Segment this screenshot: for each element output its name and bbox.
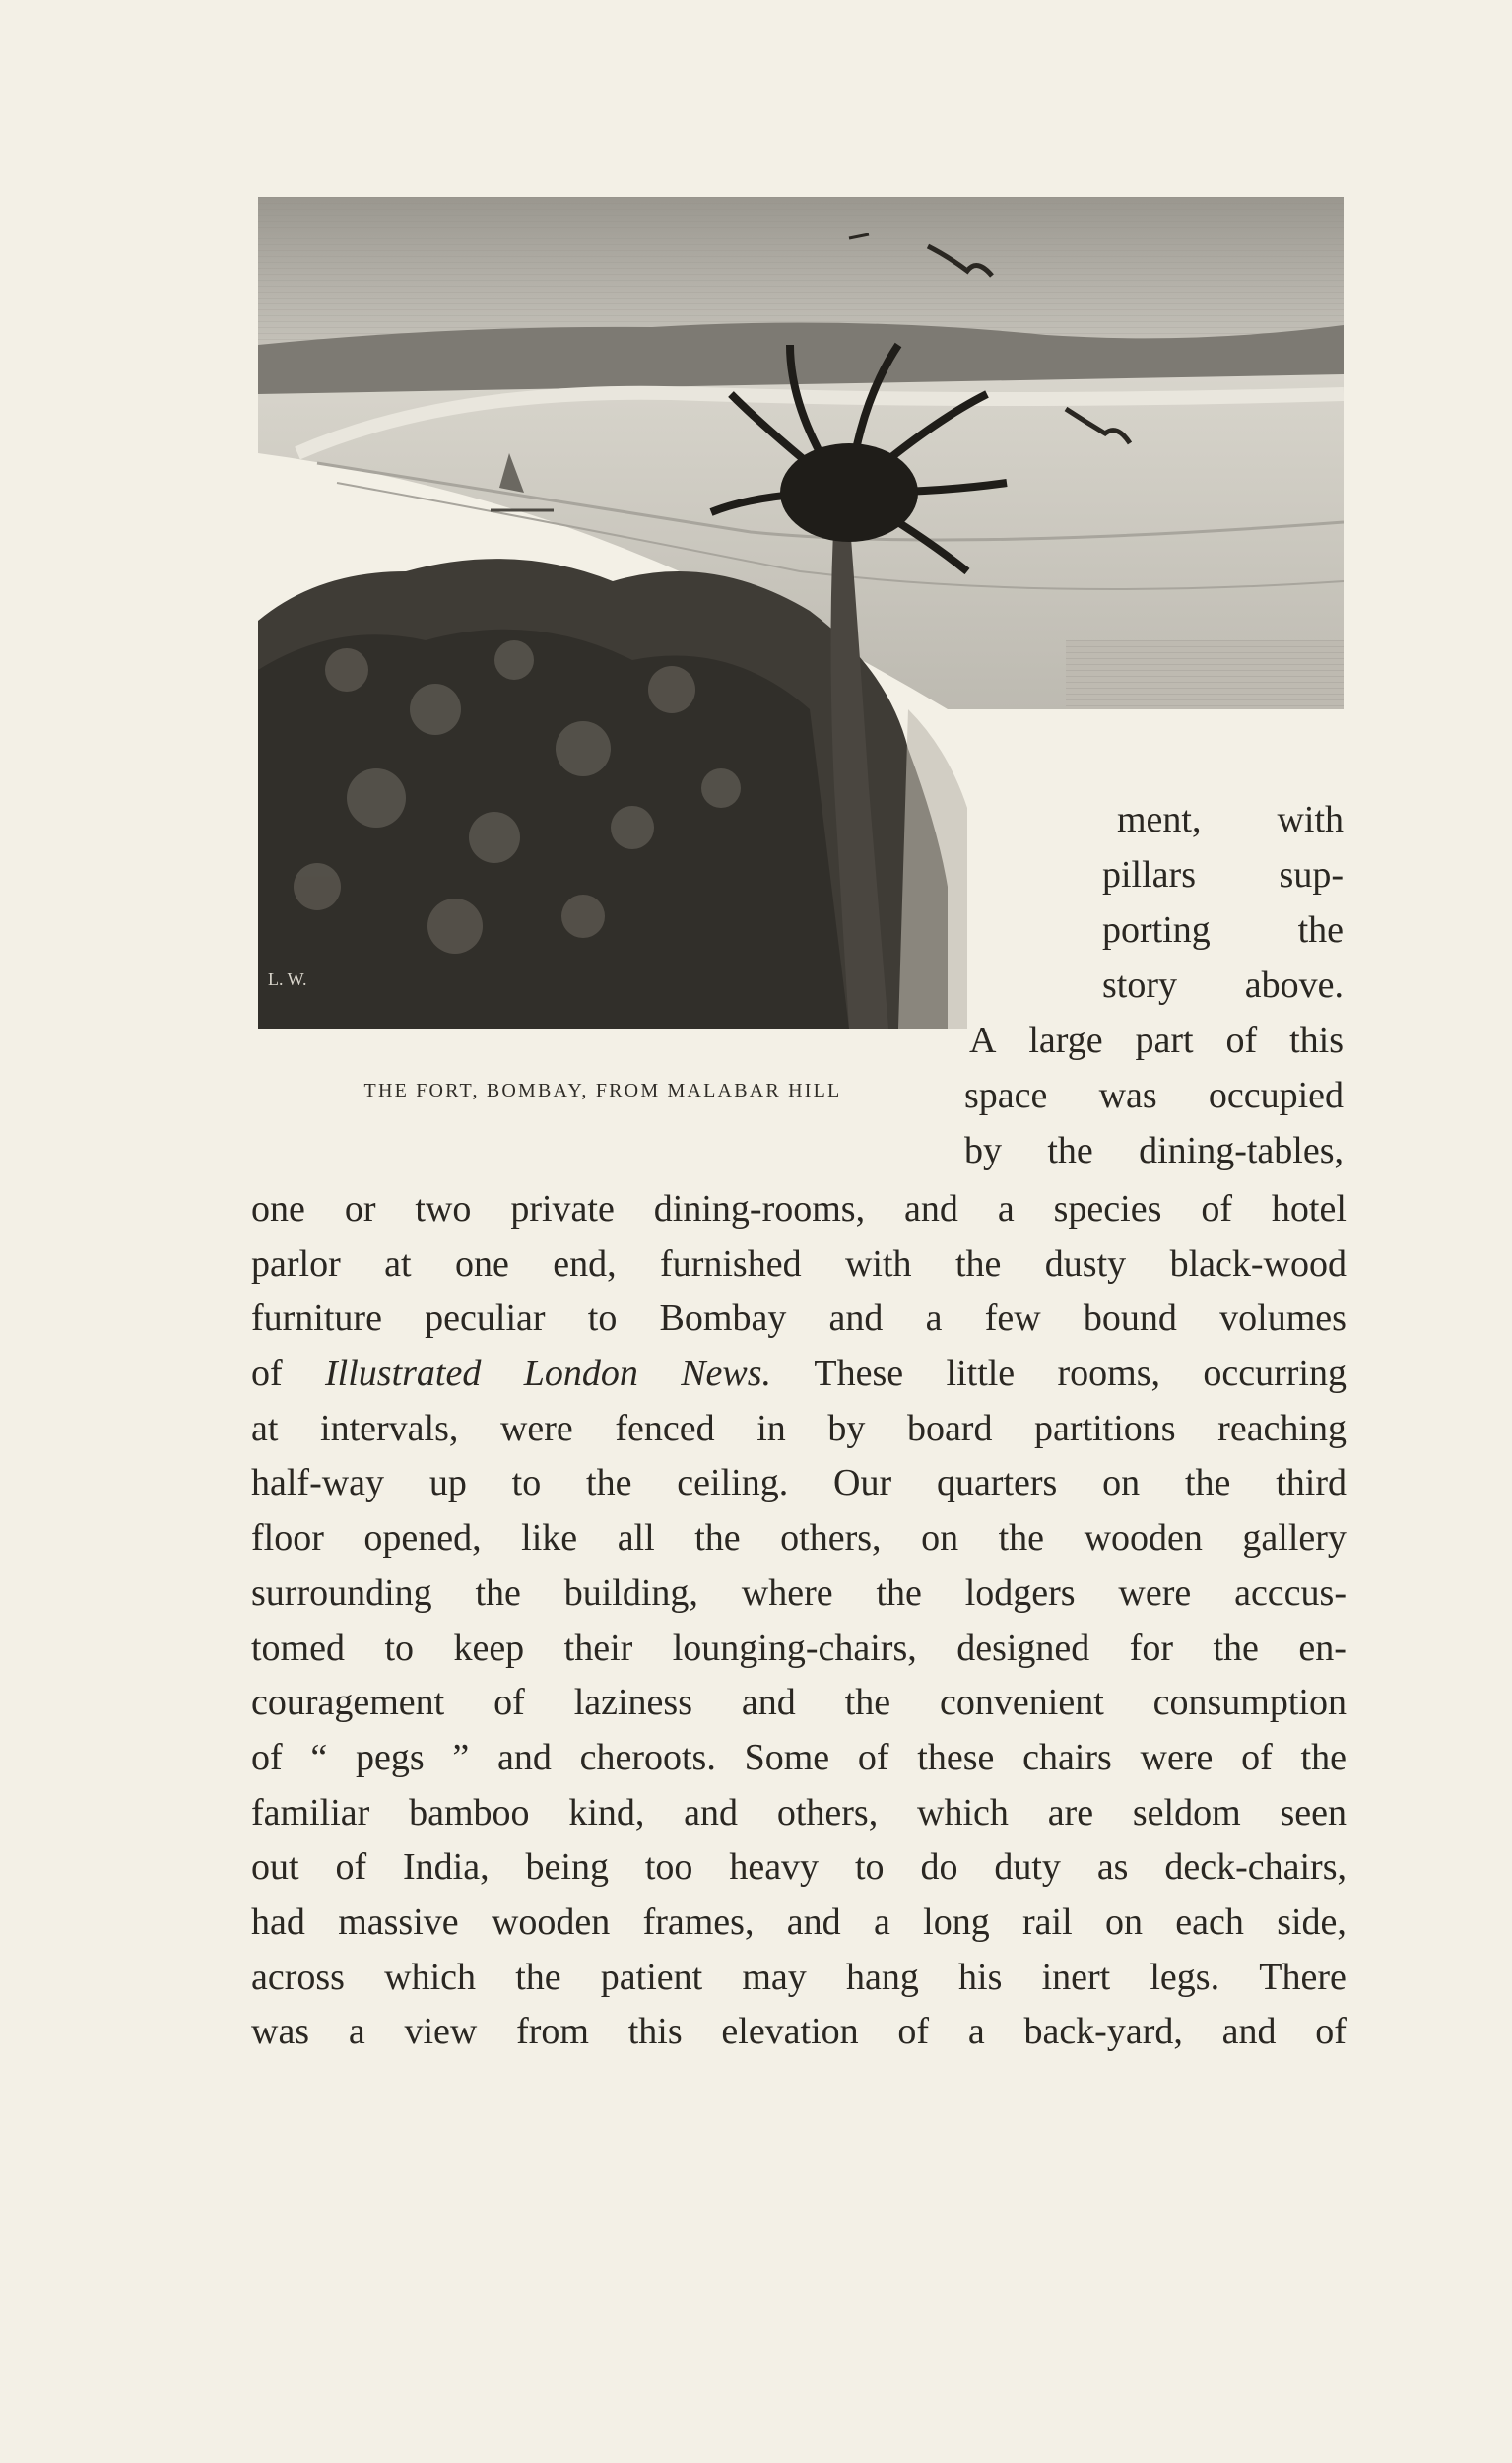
body-line: one or two private dining-rooms, and a species of hotel [251,1188,1347,1230]
body-line: was a view from this elevation of a back-yard, and of [251,2011,1347,2053]
body-line: had massive wooden frames, and a long rail on each side, [251,1900,1347,1943]
body-line: familiar bamboo kind, and others, which are seldom seen [251,1791,1347,1833]
body-line: couragement of laziness and the convenient consumption [251,1682,1347,1724]
wrap-line: pillars sup- [1102,854,1344,896]
body-line: tomed to keep their lounging-chairs, designed for the en- [251,1627,1347,1669]
body-line: floor opened, like all the others, on the wooden gallery [251,1517,1347,1560]
svg-text:L. W.: L. W. [268,969,307,989]
engraving-illustration [258,197,1344,1029]
body-line: of “ pegs ” and cheroots. Some of these chairs were of the [251,1736,1347,1778]
body-line: across which the patient may hang his inert legs. There [251,1956,1347,1998]
body-line: parlor at one end, furnished with the dusty black-wood [251,1242,1347,1285]
wrap-line: A large part of this [969,1020,1344,1061]
body-line: out of India, being too heavy to do duty as deck-chairs, [251,1846,1347,1889]
wrap-line: ment, with [1117,799,1344,840]
figure-caption: THE FORT, BOMBAY, FROM MALABAR HILL [363,1080,842,1101]
wrap-line: porting the [1102,909,1344,951]
engraving-svg [258,197,1344,1029]
body-line: surrounding the building, where the lodgers were acccus- [251,1571,1347,1614]
body-line: half-way up to the ceiling. Our quarters on the third [251,1462,1347,1504]
wrap-line: by the dining-tables, [964,1130,1344,1171]
wrap-line: story above. [1102,965,1344,1006]
body-line: furniture peculiar to Bombay and a few bound volumes [251,1298,1347,1340]
body-line: of Illustrated London News. These little rooms, occurring [251,1353,1347,1395]
body-text [251,1182,1347,2060]
body-line: at intervals, were fenced in by board partitions reaching [251,1407,1347,1449]
wrap-line: space was occupied [964,1075,1344,1116]
